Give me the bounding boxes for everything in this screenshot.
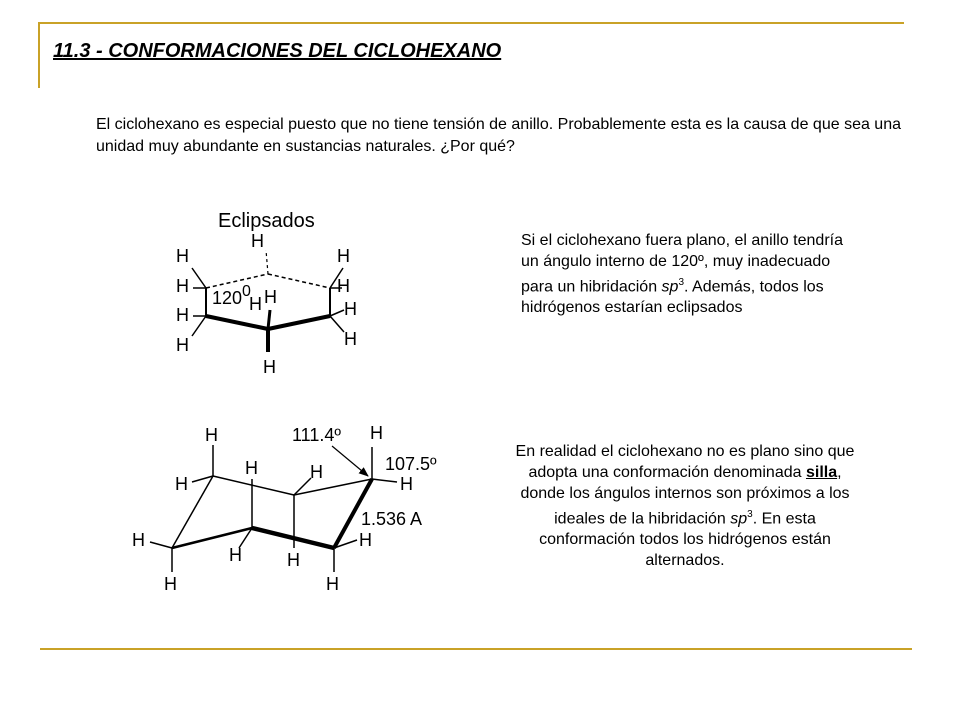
hydrogen-atom: H: [205, 425, 218, 445]
angle-label-top: 111.4º: [292, 425, 341, 445]
ring-bond: [294, 479, 372, 495]
hydrogen-atom: H: [132, 530, 145, 550]
intro-paragraph: El ciclohexano es especial puesto que no tiene tensión de anillo. Probablemente esta es la causa de que sea una unidad muy abundante en sustancias naturales. ¿Por qué?: [96, 116, 901, 155]
angle-label-right: 107.5º: [385, 454, 437, 474]
planar-explanation: Si el ciclohexano fuera plano, el anillo tendría un ángulo interno de 120º, muy inadecuado para un hibridación $sp^3$. Además, todos los hidrógenos estarían eclipsados: [521, 232, 843, 317]
hydrogen-atom: H: [176, 335, 189, 355]
hydrogen-atom: H: [251, 231, 264, 251]
hydrogen-atom: H: [249, 294, 262, 314]
page-title: 11.3 - CONFORMACIONES DEL CICLOHEXANO: [53, 40, 502, 62]
hydrogen-atom: H: [344, 329, 357, 349]
angle-arrow: [332, 446, 368, 476]
hydrogen-atom: H: [164, 574, 177, 594]
hydrogen-atom: H: [263, 357, 276, 377]
h-bond: [372, 479, 397, 482]
hydrogen-atom: H: [176, 276, 189, 296]
ring-bond: [252, 528, 334, 548]
hydrogen-atom: H: [264, 287, 277, 307]
hydrogen-atom: H: [370, 423, 383, 443]
hydrogen-atom: H: [176, 246, 189, 266]
hydrogen-atom: H: [400, 474, 413, 494]
h-bond: [150, 542, 172, 548]
hydrogen-atom: H: [310, 462, 323, 482]
hydrogen-atom: H: [175, 474, 188, 494]
eclipsed-caption: Eclipsados: [218, 210, 315, 232]
hydrogen-atom: H: [359, 530, 372, 550]
hydrogen-atom: H: [344, 299, 357, 319]
ring-bond: [213, 476, 294, 495]
hydrogen-atom: H: [229, 545, 242, 565]
bond-length-label: 1.536 A: [361, 509, 423, 529]
hydrogen-atom: H: [337, 276, 350, 296]
hydrogen-atom: H: [287, 550, 300, 570]
chair-explanation: En realidad el ciclohexano no es plano sino que adopta una conformación denominada silla, donde los ángulos internos son próximos a los ideales de la hibridación $sp^3$. En esta conformación todos los hidrógenos están alternados.: [515, 443, 855, 570]
hydrogen-atom: H: [326, 574, 339, 594]
hydrogen-atom: H: [245, 458, 258, 478]
hydrogen-atom: H: [176, 305, 189, 325]
angle-label: 1200: [212, 283, 251, 308]
hydrogen-atom: H: [337, 246, 350, 266]
